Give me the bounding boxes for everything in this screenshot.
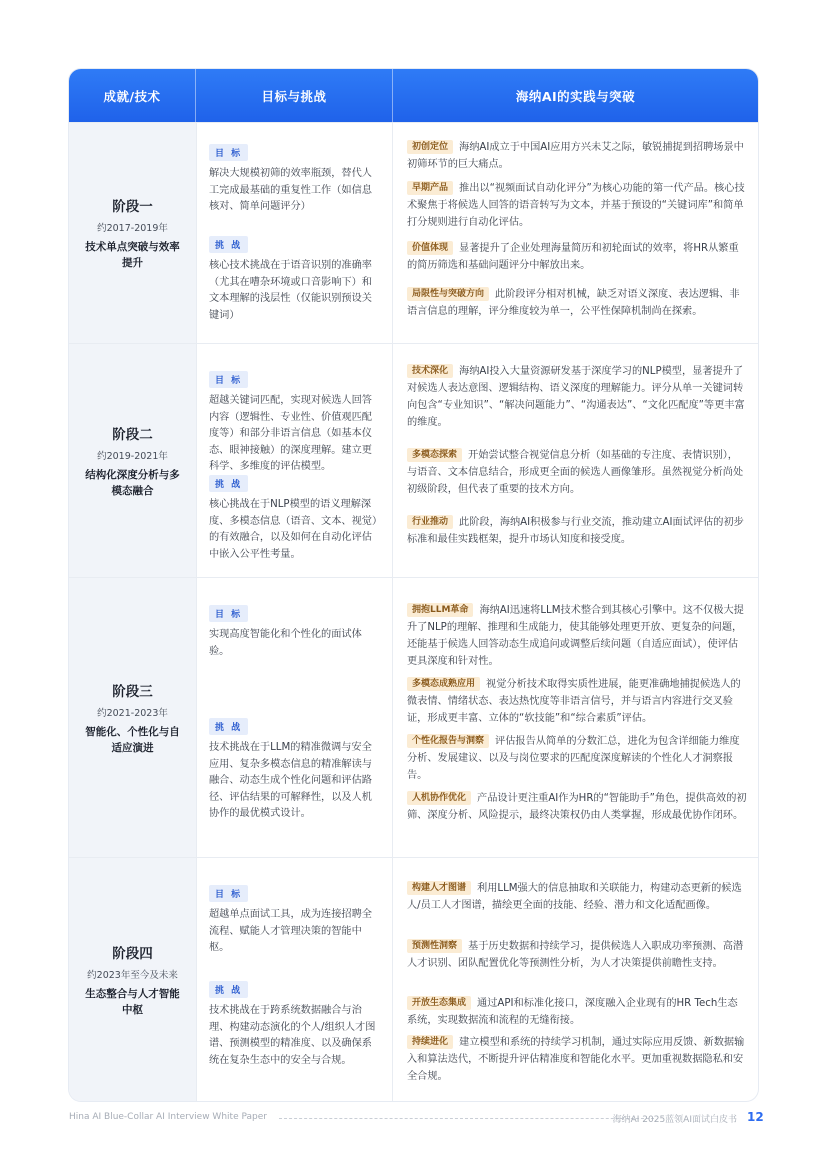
table-row xyxy=(69,343,758,577)
challenge-text: 技术挑战在于LLM的精准微调与安全应用、复杂多模态信息的精准解读与融合、动态生成个性化问题和评估路径、评估结果的可解释性，以及人机协作的最优模式设计。 xyxy=(209,742,372,819)
goal-tag: 目 标 xyxy=(209,605,248,622)
practice-text: 评估报告从简单的分数汇总，进化为包含详细能力维度分析、发展建议、以及与岗位要求的匹配度深度解读的个性化人才洞察报告。 xyxy=(407,736,740,781)
practice-tag: 局限性与突破方向 xyxy=(407,287,489,301)
practice-item xyxy=(407,139,747,173)
practice-tag: 行业推动 xyxy=(407,515,453,529)
practice-tag: 持续进化 xyxy=(407,1035,453,1049)
stage-name: 阶段三 xyxy=(112,683,153,700)
goal-text: 超越单点面试工具，成为连接招聘全流程、赋能人才管理决策的智能中枢。 xyxy=(209,909,372,953)
challenge-tag: 挑 战 xyxy=(209,981,248,998)
practice-item xyxy=(407,363,747,431)
challenge-block xyxy=(209,472,381,563)
practice-tag: 个性化报告与洞察 xyxy=(407,734,489,748)
practice-tag: 多模态探索 xyxy=(407,448,462,462)
goal-text: 超越关键词匹配，实现对候选人回答内容（逻辑性、专业性、价值观匹配度等）和部分非语言信息（如基本仪态、眼神接触）的深度理解。建立更科学、多维度的评估模型。 xyxy=(209,395,372,472)
practice-text: 此阶段评分相对机械，缺乏对语义深度、表达逻辑、非语言信息的理解，评分维度较为单一，公平性保障机制尚在探索。 xyxy=(407,289,740,317)
practice-item xyxy=(407,602,747,670)
stage-theme: 智能化、个性化与自适应演进 xyxy=(85,725,180,754)
stage-cell xyxy=(69,858,196,1101)
stage-theme: 结构化深度分析与多模态融合 xyxy=(85,468,180,497)
practice-tag: 早期产品 xyxy=(407,181,453,195)
goal-cell xyxy=(196,858,393,1101)
practice-text: 此阶段，海纳AI积极参与行业交流，推动建立AI面试评估的初步标准和最佳实践框架，提升市场认知度和接受度。 xyxy=(407,517,744,545)
stage-theme: 生态整合与人才智能中枢 xyxy=(85,987,180,1016)
goal-text: 解决大规模初筛的效率瓶颈，替代人工完成最基础的重复性工作（如信息核对、简单问题评分） xyxy=(209,168,372,212)
stage-name: 阶段一 xyxy=(112,199,153,215)
goal-block xyxy=(209,368,381,476)
challenge-text: 核心挑战在于NLP模型的语义理解深度、多模态信息（语音、文本、视觉）的有效融合，以及如何在自动化评估中嵌入公平性考量。 xyxy=(209,499,378,560)
practice-text: 开始尝试整合视觉信息分析（如基础的专注度、表情识别），与语音、文本信息结合，形成更全面的候选人画像雏形。虽然视觉分析尚处初级阶段，但代表了重要的技术方向。 xyxy=(407,450,744,495)
practice-item xyxy=(407,676,747,727)
goal-tag: 目 标 xyxy=(209,371,248,388)
practice-text: 基于历史数据和持续学习，提供候选人入职成功率预测、高潜人才识别、团队配置优化等预测性分析，为人才决策提供前瞻性支持。 xyxy=(407,941,744,969)
practice-tag: 构建人才图谱 xyxy=(407,881,471,895)
practice-tag: 人机协作优化 xyxy=(407,791,471,805)
goal-cell xyxy=(196,344,393,577)
goal-cell xyxy=(196,578,393,857)
table-row xyxy=(69,577,758,857)
goal-tag: 目 标 xyxy=(209,144,248,161)
practice-text: 海纳AI成立于中国AI应用方兴未艾之际，敏锐捕捉到招聘场景中初筛环节的巨大痛点。 xyxy=(407,142,744,170)
stage-period: 约2023年至今及未来 xyxy=(87,969,178,981)
table-header xyxy=(69,69,758,122)
practice-tag: 价值体现 xyxy=(407,241,453,255)
practice-tag: 拥抱LLM革命 xyxy=(407,603,473,617)
challenge-text: 核心技术挑战在于语音识别的准确率（尤其在嘈杂环境或口音影响下）和文本理解的浅层性（仅能识别预设关键词） xyxy=(209,260,372,321)
challenge-block xyxy=(209,715,381,823)
page-number: 12 xyxy=(747,1110,764,1124)
goal-block xyxy=(209,141,381,216)
goal-block xyxy=(209,602,381,660)
practice-cell xyxy=(393,344,758,577)
practice-item xyxy=(407,240,747,274)
header-goal-challenge: 目标与挑战 xyxy=(196,69,393,122)
practice-item xyxy=(407,447,747,498)
header-practice: 海纳AI的实践与突破 xyxy=(515,88,636,104)
stage-name: 阶段二 xyxy=(112,426,153,443)
practice-text: 产品设计更注重AI作为HR的“智能助手”角色，提供高效的初筛、深度分析、风险提示，最终决策权仍由人类掌握，形成最优协作闭环。 xyxy=(407,793,747,821)
stage-table xyxy=(69,69,758,1101)
practice-cell xyxy=(393,578,758,857)
goal-cell xyxy=(196,123,393,343)
practice-tag: 技术深化 xyxy=(407,364,453,378)
stage-period: 约2019-2021年 xyxy=(97,450,168,462)
practice-text: 显著提升了企业处理海量简历和初轮面试的效率，将HR从繁重的简历筛选和基础问题评分中解放出来。 xyxy=(407,243,739,271)
challenge-block xyxy=(209,978,381,1069)
header-achievement: 成就/技术 xyxy=(69,69,196,122)
practice-text: 海纳AI投入大量资源研发基于深度学习的NLP模型，显著提升了对候选人表达意图、逻辑结构、语义深度的理解能力。评分从单一关键词转向包含“专业知识”、“解决问题能力”、“沟通表达”、“文化匹配度”等更丰富的维度。 xyxy=(407,366,745,428)
stage-name: 阶段四 xyxy=(112,945,153,962)
practice-cell xyxy=(393,123,758,343)
practice-item xyxy=(407,938,747,972)
page-footer xyxy=(69,1110,764,1126)
practice-tag: 开放生态集成 xyxy=(407,996,471,1010)
practice-text: 通过API和标准化接口，深度融入企业现有的HR Tech生态系统，实现数据流和流程的无缝衔接。 xyxy=(407,998,738,1026)
practice-text: 建立模型和系统的持续学习机制，通过实际应用反馈、新数据输入和算法迭代，不断提升评估精准度和智能化水平。更加重视数据隐私和安全合规。 xyxy=(407,1037,745,1082)
stage-theme: 技术单点突破与效率提升 xyxy=(85,241,180,269)
practice-item xyxy=(407,180,747,231)
challenge-tag: 挑 战 xyxy=(209,475,248,492)
table-row xyxy=(69,857,758,1101)
practice-tag: 多模态成熟应用 xyxy=(407,677,480,691)
practice-item xyxy=(407,514,747,548)
practice-tag: 预测性洞察 xyxy=(407,939,462,953)
practice-text: 推出以“视频面试自动化评分”为核心功能的第一代产品。核心技术聚焦于将候选人回答的语音转写为文本，并基于预设的“关键词库”和简单打分规则进行自动化评估。 xyxy=(407,183,745,228)
table-row xyxy=(69,122,758,343)
practice-cell xyxy=(393,858,758,1101)
practice-item xyxy=(407,880,747,914)
practice-item xyxy=(407,790,747,824)
practice-item xyxy=(407,733,747,784)
practice-text: 视觉分析技术取得实质性进展，能更准确地捕捉候选人的微表情、情绪状态、表达热忱度等非语言信号，并与语言内容进行交叉验证，形成更丰富、立体的“软技能”和“综合素质”评估。 xyxy=(407,679,741,724)
challenge-block xyxy=(209,233,381,324)
practice-text: 海纳AI迅速将LLM技术整合到其核心引擎中。这不仅极大提升了NLP的理解、推理和生成能力，使其能够处理更开放、更复杂的问题，还能基于候选人回答动态生成追问或调整后续问题（自适应面试），使评估更具深度和针对性。 xyxy=(407,605,744,667)
stage-cell xyxy=(69,578,196,857)
stage-cell xyxy=(69,344,196,577)
practice-tag: 初创定位 xyxy=(407,140,453,154)
goal-text: 实现高度智能化和个性化的面试体验。 xyxy=(209,629,362,657)
goal-block xyxy=(209,882,381,957)
stage-period: 约2021-2023年 xyxy=(97,707,168,719)
stage-cell xyxy=(69,123,196,343)
challenge-tag: 挑 战 xyxy=(209,718,248,735)
challenge-text: 技术挑战在于跨系统数据融合与治理、构建动态演化的个人/组织人才图谱、预测模型的精准度、以及确保系统在复杂生态中的安全与合规。 xyxy=(209,1005,376,1066)
footer-chinese-title: 海纳AI 2025蓝领AI面试白皮书 xyxy=(612,1115,737,1125)
footer-english-title: Hina AI Blue-Collar AI Interview White Paper xyxy=(69,1112,267,1122)
stage-period: 约2017-2019年 xyxy=(97,223,168,234)
practice-text: 利用LLM强大的信息抽取和关联能力，构建动态更新的候选人/员工人才图谱，描绘更全面的技能、经验、潜力和文化适配画像。 xyxy=(407,883,742,911)
goal-tag: 目 标 xyxy=(209,885,248,902)
practice-item xyxy=(407,995,747,1029)
practice-item xyxy=(407,286,747,320)
footer-divider xyxy=(279,1118,654,1119)
practice-item xyxy=(407,1034,747,1085)
challenge-tag: 挑 战 xyxy=(209,236,248,253)
